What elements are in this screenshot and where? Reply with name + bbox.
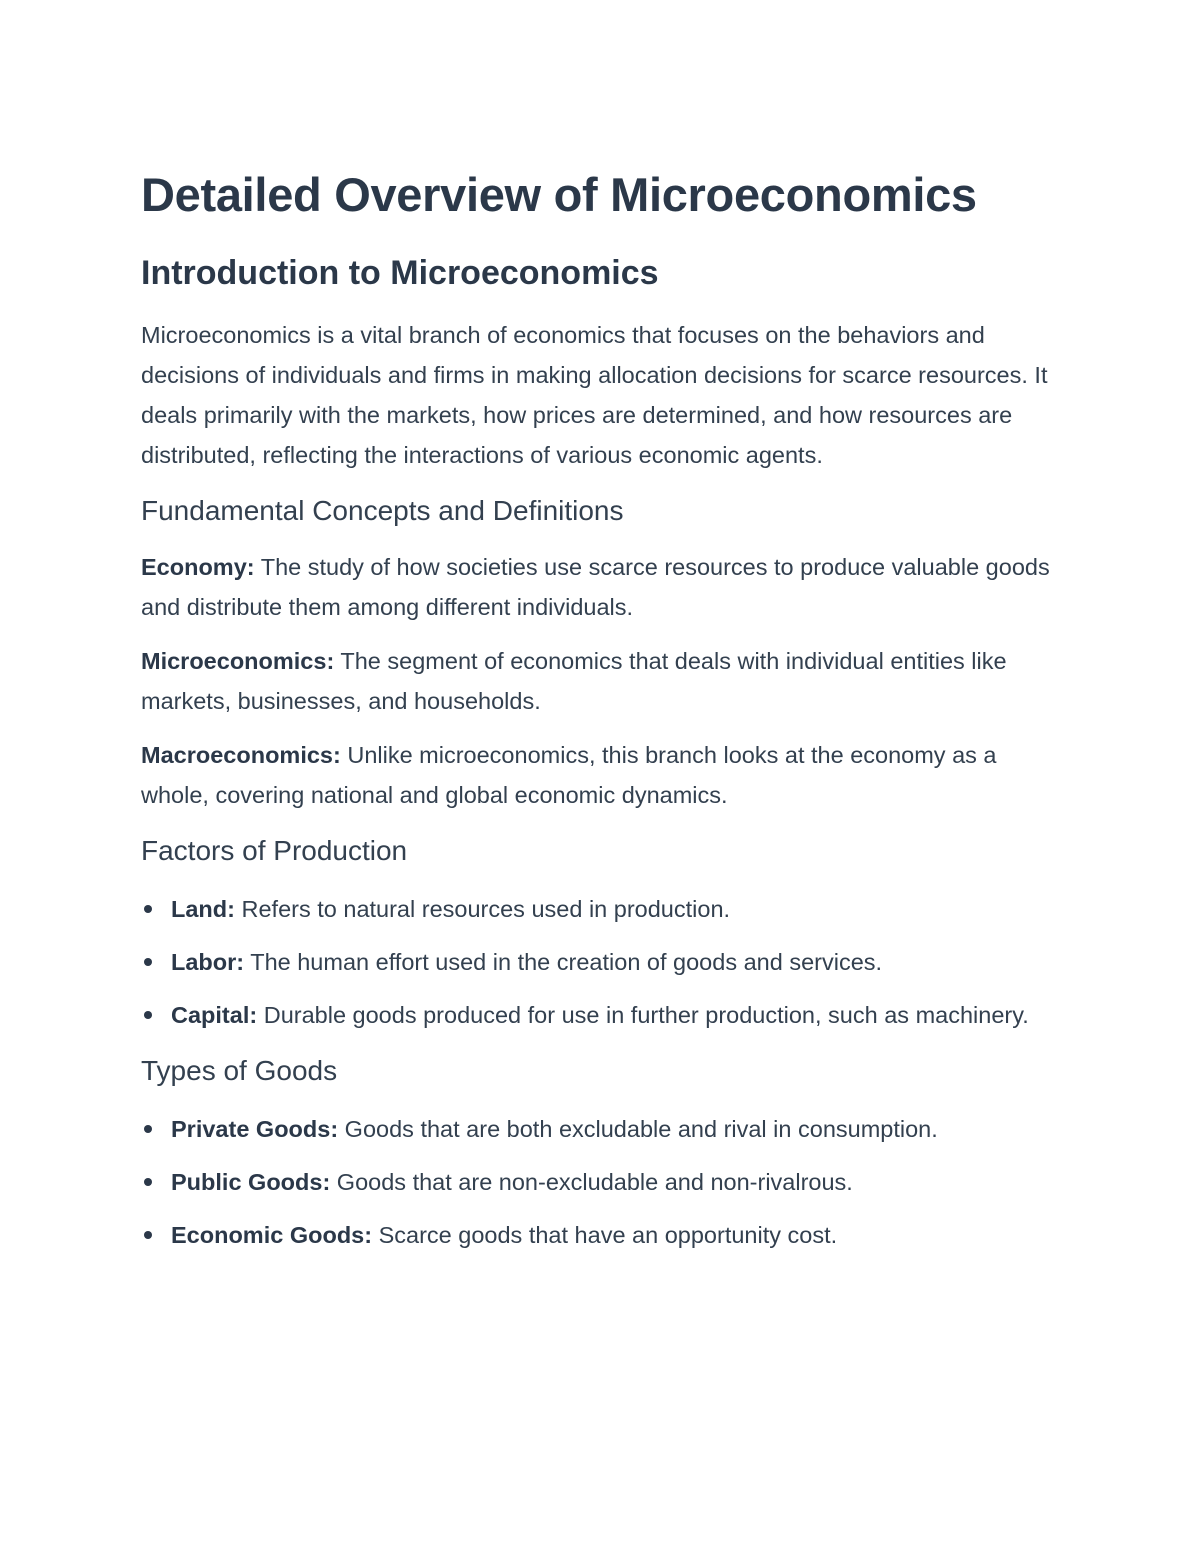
definition-text: The segment of economics that deals with individual entities like markets, businesses, and households. <box>141 648 1007 714</box>
list-item-text: Durable goods produced for use in further production, such as machinery. <box>257 1002 1029 1028</box>
list-item-text: Scarce goods that have an opportunity cost. <box>372 1222 838 1248</box>
list-item-labor <box>141 942 1061 982</box>
definition-text: Unlike microeconomics, this branch looks at the economy as a whole, covering national and global economic dynamics. <box>141 742 997 808</box>
factors-heading: Factors of Production <box>141 835 408 866</box>
list-item-term: Land: <box>171 896 235 922</box>
definition-macroeconomics <box>141 735 1061 815</box>
bullet-dot-icon <box>144 905 152 913</box>
bullet-dot-icon <box>144 958 152 966</box>
definition-term: Microeconomics: <box>141 648 335 674</box>
bullet-dot-icon <box>144 1011 152 1019</box>
list-item-private-goods <box>141 1109 1061 1149</box>
definition-term: Economy: <box>141 554 255 580</box>
page-title: Detailed Overview of Microeconomics <box>141 168 977 221</box>
goods-list <box>141 1109 1061 1255</box>
definition-text: The study of how societies use scarce resources to produce valuable goods and distribute them among different individuals. <box>141 554 1050 620</box>
list-item-economic-goods <box>141 1215 1061 1255</box>
document-page <box>141 166 1061 1255</box>
list-item-land <box>141 889 1061 929</box>
bullet-dot-icon <box>144 1125 152 1133</box>
intro-heading: Introduction to Microeconomics <box>141 254 659 292</box>
list-item-text: Goods that are non-excludable and non-rivalrous. <box>330 1169 853 1195</box>
definition-economy <box>141 547 1061 627</box>
bullet-dot-icon <box>144 1231 152 1239</box>
list-item-term: Public Goods: <box>171 1169 331 1195</box>
goods-heading: Types of Goods <box>141 1055 338 1086</box>
definition-microeconomics <box>141 641 1061 721</box>
list-item-text: The human effort used in the creation of goods and services. <box>244 949 883 975</box>
list-item-text: Goods that are both excludable and rival in consumption. <box>338 1116 938 1142</box>
list-item-text: Refers to natural resources used in production. <box>234 896 731 922</box>
list-item-term: Private Goods: <box>171 1116 339 1142</box>
concepts-heading: Fundamental Concepts and Definitions <box>141 495 624 526</box>
list-item-term: Labor: <box>171 949 245 975</box>
bullet-dot-icon <box>144 1178 152 1186</box>
list-item-term: Capital: <box>171 1002 258 1028</box>
list-item-public-goods <box>141 1162 1061 1202</box>
factors-list <box>141 889 1061 1035</box>
list-item-capital <box>141 995 1061 1035</box>
definition-term: Macroeconomics: <box>141 742 341 768</box>
intro-paragraph: Microeconomics is a vital branch of economics that focuses on the behaviors and decisions of individuals and firms in making allocation decisions for scarce resources. It deals primarily with the markets, how prices are determined, and how resources are distributed, reflecting the interactions of various economic agents. <box>141 322 1048 468</box>
list-item-term: Economic Goods: <box>171 1222 373 1248</box>
